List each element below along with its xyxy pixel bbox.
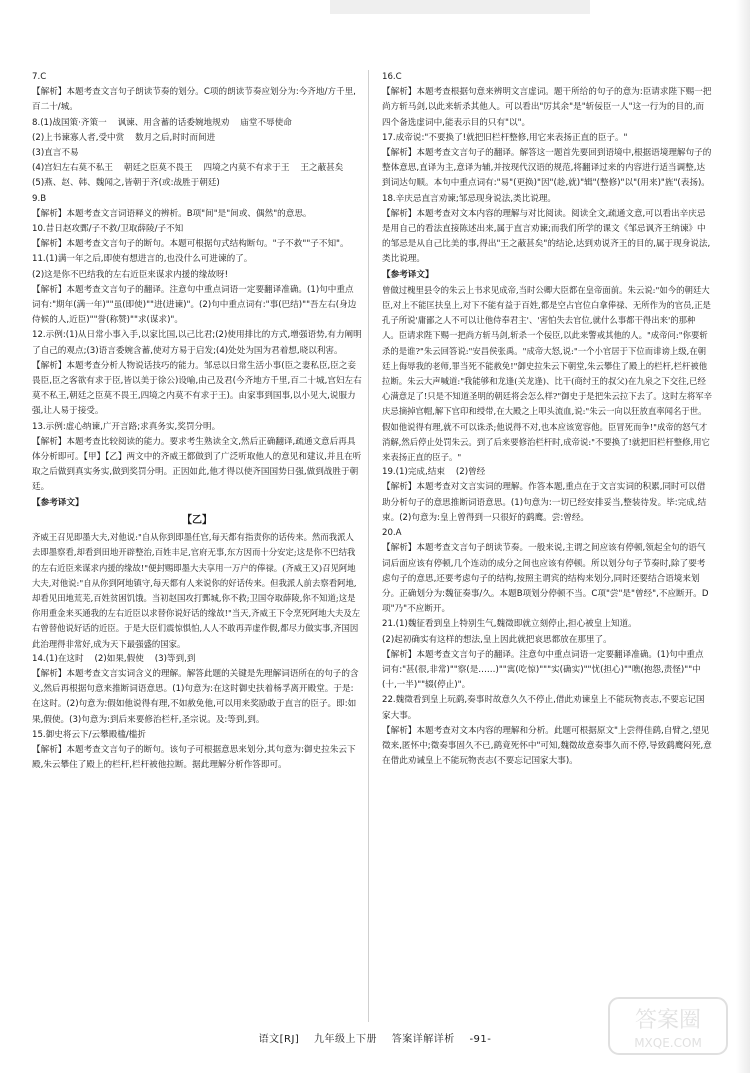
answer-line: (2)这是你不巴结我的左右近臣来谋求内援的缘故呀! bbox=[32, 269, 229, 280]
answer-line: 8.(1)战国策·齐策一 讽谏、用含蓄的话委婉地规劝 庙堂不辱使命 bbox=[32, 117, 292, 128]
answer-line: 20.A bbox=[382, 528, 402, 539]
page-number: -91- bbox=[469, 1034, 492, 1045]
footer-subject: 语文[RJ] bbox=[258, 1034, 300, 1045]
analysis-paragraph: 【解析】本题考查文言实词含义的理解。解答此题的关键是先理解词语所在的句子的含义,然后再根据句意来推断词语意思。(1)句意为:在这时御史扶着杨孚离开殿堂。于是:在这时。(2)句意为:假如他说得有理,不如赦免他,可以用来奖励敢于直言的臣子。即:如果,假使。(3)句意为:到后来要修治栏杆,圣宗说。及:等到,到。 bbox=[32, 668, 359, 725]
column-divider bbox=[368, 70, 369, 1022]
analysis-paragraph: 【解析】本题考查文言句子的断句。该句子可根据意思来划分,其句意为:御史拉朱云下殿,朱云攀住了殿上的栏杆,栏杆被他拉断。据此理解分析作答即可。 bbox=[32, 744, 356, 771]
answer-line: 10.昔日赵攻鄄/子不救/卫取薛陵/子不知 bbox=[32, 224, 184, 235]
section-heading: 【参考译文】 bbox=[382, 269, 434, 280]
answer-line: (4)宫妇左右莫不私王 朝廷之臣莫不畏王 四境之内莫不有求于王 王之蔽甚矣 bbox=[32, 163, 344, 174]
section-heading: 【参考译文】 bbox=[32, 497, 84, 508]
analysis-paragraph: 【解析】本题考查比较阅读的能力。要求考生熟读全文,然后正确翻译,疏通文意后再具体分析即可。【甲】【乙】两文中的齐威王都做到了广泛听取他人的意见和建议,并且在听取之后做到真实务实,做到奖罚分明。正因如此,他才得以使齐国国势日强,做到战胜于朝廷。 bbox=[32, 436, 362, 493]
answer-line: 19.(1)完成,结束 (2)曾经 bbox=[382, 467, 486, 478]
right-column bbox=[382, 70, 712, 769]
answer-line: 11.(1)满一年之后,即使有想进言的,也没什么可进谏的了。 bbox=[32, 254, 253, 265]
translation-paragraph: 齐威王召见即墨大夫,对他说:"自从你到即墨任官,每天都有指责你的话传来。然而我派人去即墨察看,却看到田地开辟整治,百姓丰足,官府无事,东方因而十分安定;这是你不巴结我的左右近臣来谋求内援的缘故!"便封赐即墨大夫享用一万户的俸禄。(齐威王又)召见阿地大夫,对他说:"自从你到阿地镇守,每天都有人来说你的好话传来。但我派人前去察看阿地,却看见田地荒芜,百姓贫困饥饿。当初赵国攻打鄄城,你不救;卫国夺取薛陵,你不知道;这是你用重金来买通我的左右近臣以求替你说好话的缘故!"当天,齐威王下令烹死阿地大夫及左右曾替他说好话的近臣。于是大臣们震惊惧怕,人人不敢再弄虚作假,都尽力做实事,齐国因此治理得非常好,成为天下最强盛的国家。 bbox=[32, 532, 361, 649]
analysis-paragraph: 【解析】本题考查分析人物说话技巧的能力。邹忌以日常生活小事(臣之妻私臣,臣之妾畏臣,臣之客欲有求于臣,皆以美于徐公)设喻,由己及君(今齐地方千里,百二十城,宫妇左右莫不私王,朝廷之臣莫不畏王,四境之内莫不有求于王)。由家事到国事,以小见大,说服力强,让人易于接受。 bbox=[32, 360, 362, 417]
answer-line: (3)直言不易 bbox=[32, 148, 79, 159]
passage-title: 【乙】 bbox=[182, 514, 212, 526]
watermark-line2: MXQE.COM bbox=[634, 1036, 702, 1050]
answer-line: 15.御史将云下/云攀殿槛/槛折 bbox=[32, 729, 146, 740]
answer-line: (5)燕、赵、韩、魏闻之,皆朝于齐(或:战胜于朝廷) bbox=[32, 178, 220, 189]
analysis-paragraph: 【解析】本题考查对文本内容的理解和分析。此题可根据原文"上尝得佳鹞,自臂之,望见徵来,匿怀中;徵奏事固久不已,鹞竟死怀中"可知,魏徵故意奏事久而不停,导致鹞鹰闷死,意在借此劝诫皇上不能玩物丧志(不要忘记国家大事)。 bbox=[382, 725, 712, 767]
answer-line: (2)上书谏寡人者,受中赏 数月之后,时时而间进 bbox=[32, 132, 216, 143]
watermark-logo bbox=[608, 997, 728, 1055]
footer-label: 答案详解详析 bbox=[391, 1034, 455, 1045]
analysis-paragraph: 【解析】本题考查文言句子的断句。本题可根据句式结构断句。"子不救""子不知"。 bbox=[32, 239, 349, 250]
scan-smudge bbox=[330, 0, 590, 14]
scan-edge bbox=[736, 0, 750, 1073]
analysis-paragraph: 【解析】本题考查对文言实词的理解。作答本题,重点在于文言实词的积累,同时可以借助分析句子的意思推断词语意思。(1)句意为:一切已经安排妥当,整装待发。毕:完成,结束。(2)句意为:皇上曾得到一只很好的鹞鹰。尝:曾经。 bbox=[382, 482, 707, 523]
analysis-paragraph: 【解析】本题考查对文本内容的理解与对比阅读。阅读全文,疏通文意,可以看出辛庆忌是用自己的看法直接陈述出来,属于直言劝谏;而我们所学的课文《邹忌讽齐王纳谏》中的邹忌是从自己比美的事,得出"王之蔽甚矣"的结论,达到劝说齐王的目的,属于现身说法,类比说理。 bbox=[382, 208, 711, 265]
answer-line: 7.C bbox=[32, 72, 47, 82]
answer-line: 16.C bbox=[382, 72, 402, 82]
analysis-paragraph: 【解析】本题考查文言句子朗读节奏的划分。C项的朗读节奏应划分为:今齐地/方千里,百二十/城。 bbox=[32, 87, 356, 113]
answer-line: 22.魏徵看到皇上玩鹞,奏事时故意久久不停止,借此劝谏皇上不能玩物丧志,不要忘记国家大事。 bbox=[382, 695, 705, 721]
watermark-line1: 答案圈 bbox=[634, 1008, 702, 1033]
analysis-paragraph: 【解析】本题考查文言词语释义的辨析。B项"间"是"间或、偶然"的意思。 bbox=[32, 208, 312, 219]
analysis-paragraph: 【解析】本题考查文言句子的翻译。注意句中重点词语一定要翻译准确。(1)句中重点词有:"甚(很,非常)""察(是……)""寓(吃惊)"""实(确实)""忧(担心)""噍(抱怨,责怪)""中(十,一半)""辍(停止)"。 bbox=[382, 649, 704, 691]
answer-line: 14.(1)在这时 (2)如果,假使 (3)等到,到 bbox=[32, 653, 196, 664]
analysis-paragraph: 【解析】本题考查文言句子的翻译。解答这一题首先要回到语境中,根据语境理解句子的整体意思,直译为主,意译为辅,并按现代汉语的规范,将翻译过来的内容进行适当调整,达到词达句顺。本句中重点词有:"易"(更换)"因"(趁,就)"辑"(整修)"以"(用来)"旌"(表扬)。 bbox=[382, 148, 712, 189]
analysis-paragraph: 【解析】本题考查根据句意来辨明文言虚词。题干所给的句子的意为:臣请求陛下赐一把尚方斩马剑,以此来斩杀其他人。可以看出"厉其余"是"斩佞臣一人"这一行为的目的,而四个备选虚词中,能表示目的只有"以"。 bbox=[382, 87, 712, 128]
left-column bbox=[32, 70, 362, 773]
translation-paragraph: 曾做过槐里县令的朱云上书求见成帝,当时公卿大臣都在皇帝面前。朱云说:"如今的朝廷大臣,对上不能匡扶皇上,对下不能有益于百姓,都是空占官位白拿俸禄、无所作为的官员,正是孔子所说'庸鄙之人不可以让他侍奉君主'、'害怕失去官位,就什么事都干得出来'的那种人。臣请求陛下赐一把尚方斩马剑,斩杀一个佞臣,以此来警戒其他的人。"成帝问:"你要斩杀的是谁?"朱云回答说:"安昌侯张禹。"成帝大怒,说:"一个小官居于下位而诽谤上级,在朝廷上侮辱我的老师,罪当死不能赦免!"御史拉朱云下朝堂,朱云攀住了殿上的栏杆,栏杆被他拉断。朱云大声喊道:"我能够和龙逢(关龙逢)、比干(商纣王的叔父)在九泉之下交往,已经心满意足了!只是不知道圣明的朝廷将会怎么样?"御史于是把朱云拉下去了。这时左将军辛庆忌摘掉官帽,解下官印和绶带,在大殿之上叩头流血,说:"朱云一向以狂放直率闻名于世。假如他说得有理,就不可以诛杀;他说得不对,也本应该宽容他。臣冒死而争!"成帝的怒气才消解,然后停止处罚朱云。到了后来要修治栏杆时,成帝说:"不要换了!就把旧栏杆整修,用它来表扬正直的臣子。" bbox=[382, 284, 712, 463]
answer-line: 18.辛庆忌直言劝谏;邹忌现身说法,类比说理。 bbox=[382, 193, 556, 204]
analysis-paragraph: 【解析】本题考查文言句子朗读节奏。一般来说,主谓之间应该有停顿,领起全句的语气词后面应该有停顿,几个连动的成分之间也应该有停顿。所以划分句子节奏时,除了要考虑句子的意思,还要考虑句子的结构,按照主谓宾的结构来划分,同时还要结合语境来划分。正确划分为:魏征奏事/久。本题B项划分停顿不当。C项"尝"是"曾经",不应断开。D项"乃"不应断开。 bbox=[382, 543, 709, 615]
footer-grade: 九年级上下册 bbox=[314, 1034, 378, 1045]
answer-line: (2)起初确实有这样的想法,皇上因此就把哀思都放在那里了。 bbox=[382, 634, 612, 645]
answer-line: 21.(1)魏征看到皇上特别生气,魏徵即就立刻停止,担心被皇上知道。 bbox=[382, 619, 637, 630]
answer-line: 17.成帝说:"不要换了!就把旧栏杆整修,用它来表扬正直的臣子。" bbox=[382, 132, 628, 143]
answer-line: 12.示例:(1)从日常小事入手,以家比国,以己比君;(2)使用排比的方式,增强语势,有力阐明了自己的观点;(3)语言委婉含蓄,使对方易于启发;(4)处处为国为君着想,晓以利害。 bbox=[32, 330, 362, 356]
answer-line: 9.B bbox=[32, 193, 47, 204]
analysis-paragraph: 【解析】本题考查文言句子的翻译。注意句中重点词语一定要翻译准确。(1)句中重点词有:"期年(满一年)""虽(即使)""进(进谏)"。(2)句中重点词有:"事(巴结)""吾左右(身边侍候的人,近臣)""誉(称赞)""求(谋求)"。 bbox=[32, 284, 357, 326]
answer-line: 13.示例:虚心纳谏,广开言路;求真务实,奖罚分明。 bbox=[32, 421, 221, 432]
